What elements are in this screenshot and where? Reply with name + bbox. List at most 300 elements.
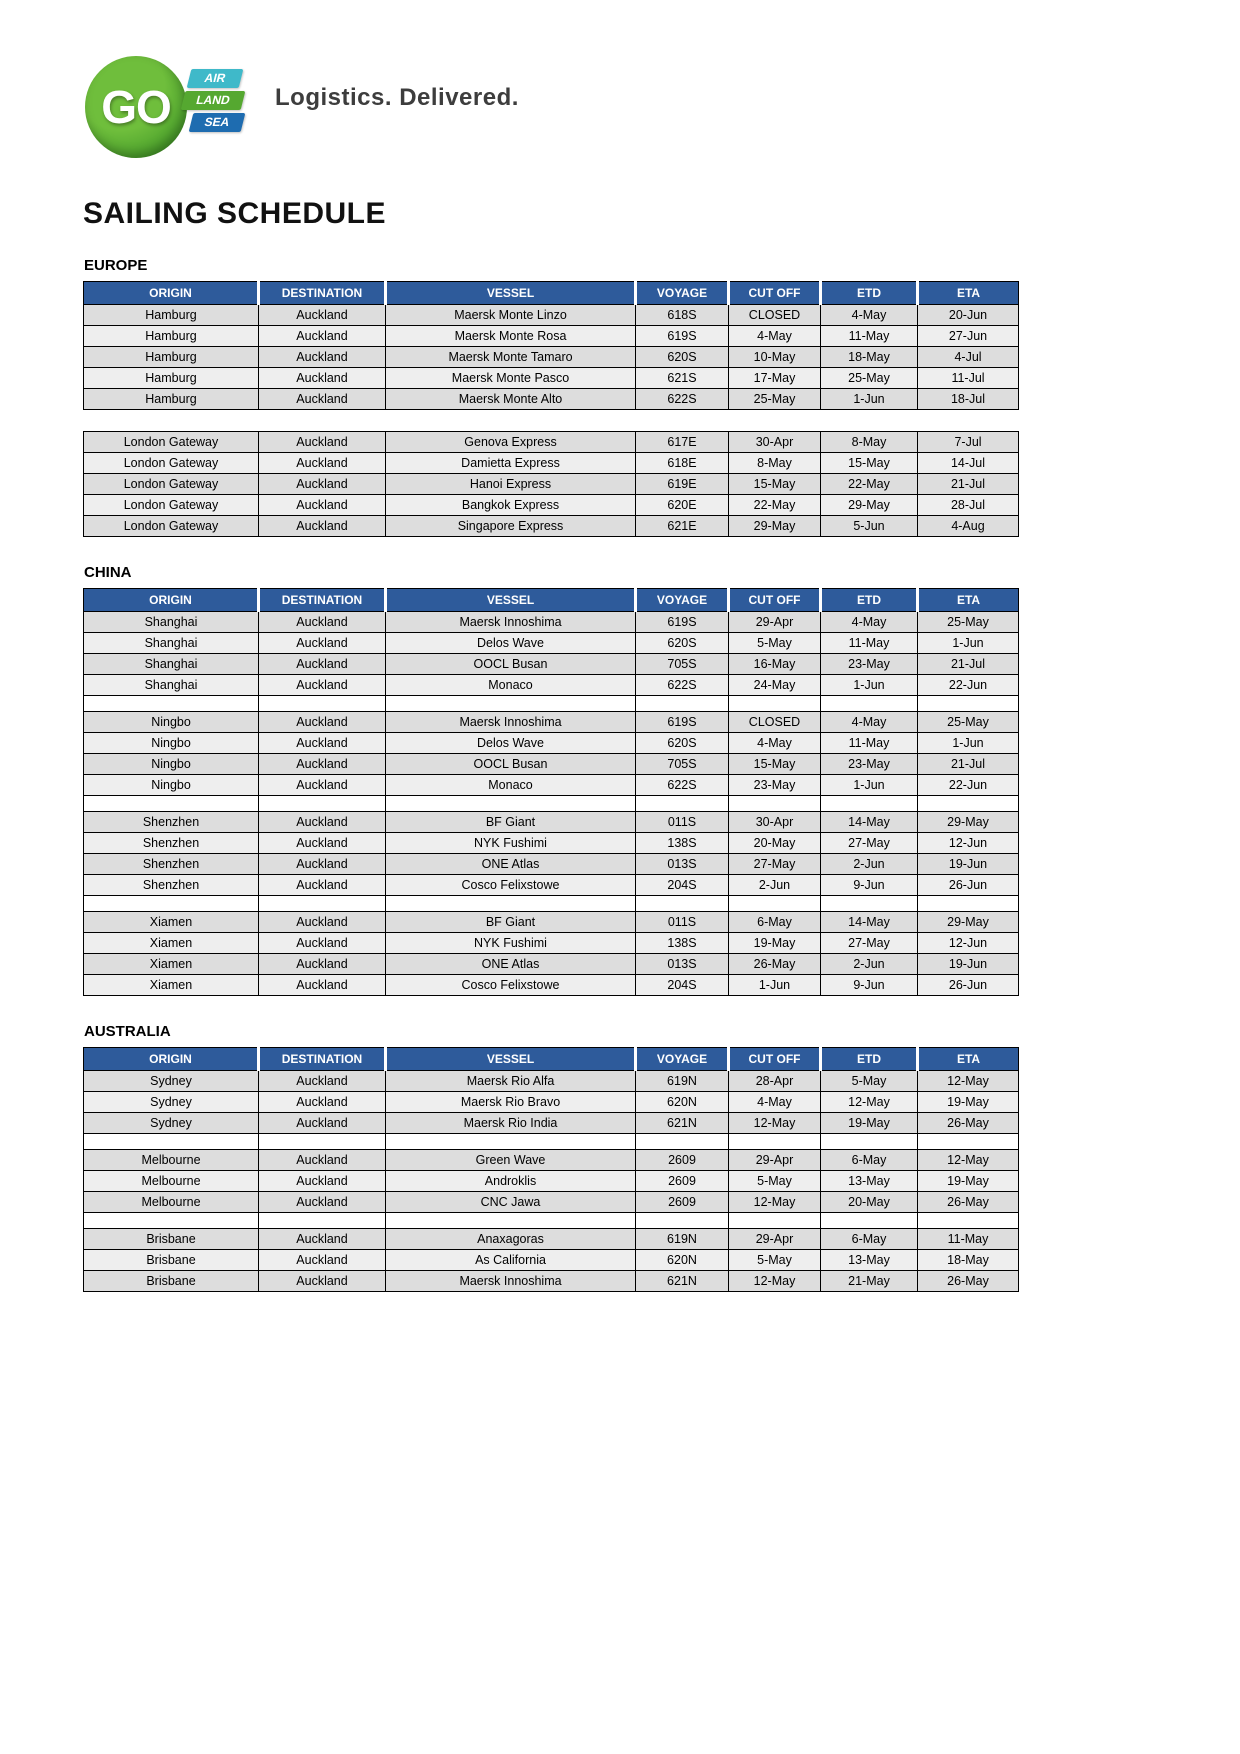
table-cell: 26-Jun xyxy=(918,975,1019,996)
empty-cell xyxy=(84,696,259,712)
table-cell: 618S xyxy=(636,305,729,326)
table-cell: Auckland xyxy=(259,875,386,896)
empty-cell xyxy=(386,696,636,712)
table-cell: 2609 xyxy=(636,1171,729,1192)
table-cell: Hamburg xyxy=(84,389,259,410)
table-cell: 620E xyxy=(636,495,729,516)
table-cell: London Gateway xyxy=(84,453,259,474)
table-cell: 11-May xyxy=(821,733,918,754)
table-cell: 620N xyxy=(636,1092,729,1113)
table-cell: Maersk Innoshima xyxy=(386,1271,636,1292)
table-cell: 19-May xyxy=(821,1113,918,1134)
table-cell: 21-May xyxy=(821,1271,918,1292)
section-title: CHINA xyxy=(84,564,132,581)
table-cell: 6-May xyxy=(821,1229,918,1250)
table-cell: 27-May xyxy=(729,854,821,875)
table-cell: NYK Fushimi xyxy=(386,933,636,954)
table-cell: 28-Jul xyxy=(918,495,1019,516)
table-cell: 29-Apr xyxy=(729,1229,821,1250)
table-cell: Auckland xyxy=(259,432,386,453)
table-cell: 30-Apr xyxy=(729,812,821,833)
table-cell: 4-May xyxy=(821,305,918,326)
empty-cell xyxy=(821,796,918,812)
table-cell: 29-May xyxy=(918,912,1019,933)
table-row xyxy=(84,654,1019,675)
table-cell: 4-May xyxy=(821,612,918,633)
table-cell: Ningbo xyxy=(84,754,259,775)
table-cell: Auckland xyxy=(259,612,386,633)
table-cell: London Gateway xyxy=(84,495,259,516)
column-header: CUT OFF xyxy=(729,589,821,612)
table-cell: Auckland xyxy=(259,654,386,675)
table-cell: Genova Express xyxy=(386,432,636,453)
table-cell: 8-May xyxy=(821,432,918,453)
table-cell: 11-Jul xyxy=(918,368,1019,389)
empty-cell xyxy=(386,796,636,812)
table-cell: 1-Jun xyxy=(918,733,1019,754)
empty-cell xyxy=(259,696,386,712)
empty-cell xyxy=(636,796,729,812)
go-logo-circle xyxy=(85,56,187,158)
table-cell: Auckland xyxy=(259,733,386,754)
column-header: ORIGIN xyxy=(84,589,259,612)
table-cell: 4-May xyxy=(729,326,821,347)
empty-cell xyxy=(259,1213,386,1229)
column-header: VOYAGE xyxy=(636,1048,729,1071)
table-cell: 15-May xyxy=(821,453,918,474)
empty-cell xyxy=(84,1213,259,1229)
table-cell: Monaco xyxy=(386,775,636,796)
go-logo-text: GO xyxy=(101,81,171,133)
table-cell: 21-Jul xyxy=(918,754,1019,775)
table-cell: 6-May xyxy=(729,912,821,933)
column-header: VESSEL xyxy=(386,1048,636,1071)
table-cell: Auckland xyxy=(259,1071,386,1092)
air-tab-label: AIR xyxy=(187,69,244,88)
empty-cell xyxy=(259,796,386,812)
table-cell: Delos Wave xyxy=(386,633,636,654)
column-header: VOYAGE xyxy=(636,282,729,305)
column-header: VESSEL xyxy=(386,282,636,305)
table-cell: 11-May xyxy=(918,1229,1019,1250)
header-row xyxy=(84,1048,1019,1071)
column-header: ETD xyxy=(821,589,918,612)
table-cell: Auckland xyxy=(259,833,386,854)
table-row xyxy=(84,1113,1019,1134)
empty-cell xyxy=(84,896,259,912)
table-cell: 1-Jun xyxy=(821,389,918,410)
table-cell: Maersk Rio Bravo xyxy=(386,1092,636,1113)
table-row xyxy=(84,812,1019,833)
empty-cell xyxy=(636,896,729,912)
table-cell: Auckland xyxy=(259,954,386,975)
table-cell: Xiamen xyxy=(84,975,259,996)
table-cell: BF Giant xyxy=(386,912,636,933)
table-cell: 705S xyxy=(636,654,729,675)
table-cell: 2609 xyxy=(636,1192,729,1213)
empty-cell xyxy=(386,1213,636,1229)
table-cell: Shenzhen xyxy=(84,854,259,875)
schedule-table xyxy=(83,431,1019,537)
spacer-row xyxy=(84,796,1019,812)
table-cell: 27-May xyxy=(821,933,918,954)
column-header: ORIGIN xyxy=(84,282,259,305)
column-header: DESTINATION xyxy=(259,282,386,305)
table-cell: Hamburg xyxy=(84,305,259,326)
table-cell: 622S xyxy=(636,775,729,796)
table-cell: Auckland xyxy=(259,389,386,410)
column-header: ORIGIN xyxy=(84,1048,259,1071)
content xyxy=(83,197,1018,1319)
table-row xyxy=(84,933,1019,954)
table-cell: 24-May xyxy=(729,675,821,696)
table-cell: Auckland xyxy=(259,1171,386,1192)
table-cell: Cosco Felixstowe xyxy=(386,975,636,996)
table-row xyxy=(84,975,1019,996)
table-cell: Brisbane xyxy=(84,1229,259,1250)
table-row xyxy=(84,833,1019,854)
table-cell: 11-May xyxy=(821,633,918,654)
table-cell: Auckland xyxy=(259,975,386,996)
table-cell: Maersk Monte Tamaro xyxy=(386,347,636,368)
table-cell: ONE Atlas xyxy=(386,954,636,975)
empty-cell xyxy=(84,796,259,812)
table-cell: 20-May xyxy=(821,1192,918,1213)
table-cell: 27-Jun xyxy=(918,326,1019,347)
spacer-row xyxy=(84,696,1019,712)
table-cell: Auckland xyxy=(259,1092,386,1113)
schedule-section xyxy=(83,1023,1018,1292)
table-cell: 23-May xyxy=(821,654,918,675)
header-row xyxy=(84,589,1019,612)
table-cell: Auckland xyxy=(259,453,386,474)
table-cell: 23-May xyxy=(821,754,918,775)
table-cell: 26-May xyxy=(918,1113,1019,1134)
table-cell: 13-May xyxy=(821,1171,918,1192)
table-cell: 17-May xyxy=(729,368,821,389)
table-cell: Shanghai xyxy=(84,675,259,696)
column-header: ETA xyxy=(918,282,1019,305)
table-cell: 204S xyxy=(636,875,729,896)
empty-cell xyxy=(729,896,821,912)
table-cell: Shenzhen xyxy=(84,833,259,854)
table-cell: 138S xyxy=(636,833,729,854)
table-cell: Auckland xyxy=(259,775,386,796)
logo xyxy=(85,52,605,167)
table-cell: 622S xyxy=(636,389,729,410)
table-cell: 2609 xyxy=(636,1150,729,1171)
table-row xyxy=(84,1171,1019,1192)
table-cell: Delos Wave xyxy=(386,733,636,754)
table-row xyxy=(84,516,1019,537)
table-cell: 620S xyxy=(636,733,729,754)
empty-cell xyxy=(729,1213,821,1229)
table-cell: Auckland xyxy=(259,474,386,495)
table-cell: 011S xyxy=(636,912,729,933)
schedule-table xyxy=(83,281,1019,410)
table-cell: Maersk Monte Linzo xyxy=(386,305,636,326)
table-cell: Auckland xyxy=(259,754,386,775)
table-cell: 4-May xyxy=(729,733,821,754)
table-cell: Melbourne xyxy=(84,1150,259,1171)
table-cell: 12-May xyxy=(729,1113,821,1134)
table-cell: 26-May xyxy=(729,954,821,975)
empty-cell xyxy=(821,1134,918,1150)
empty-cell xyxy=(84,1134,259,1150)
table-cell: Maersk Monte Pasco xyxy=(386,368,636,389)
table-cell: Hamburg xyxy=(84,368,259,389)
table-cell: 617E xyxy=(636,432,729,453)
table-cell: Auckland xyxy=(259,347,386,368)
table-row xyxy=(84,326,1019,347)
table-cell: Ningbo xyxy=(84,775,259,796)
empty-cell xyxy=(918,796,1019,812)
table-cell: 15-May xyxy=(729,754,821,775)
table-row xyxy=(84,389,1019,410)
table-cell: 29-May xyxy=(729,516,821,537)
table-row xyxy=(84,775,1019,796)
table-cell: Melbourne xyxy=(84,1192,259,1213)
table-cell: 620S xyxy=(636,347,729,368)
table-cell: 20-May xyxy=(729,833,821,854)
table-cell: 4-May xyxy=(729,1092,821,1113)
table-cell: 5-May xyxy=(729,1171,821,1192)
table-row xyxy=(84,675,1019,696)
table-cell: Maersk Innoshima xyxy=(386,612,636,633)
empty-cell xyxy=(259,896,386,912)
table-cell: 013S xyxy=(636,954,729,975)
table-cell: Auckland xyxy=(259,326,386,347)
schedule-table xyxy=(83,1047,1019,1292)
table-cell: 28-Apr xyxy=(729,1071,821,1092)
header-row xyxy=(84,282,1019,305)
table-row xyxy=(84,474,1019,495)
table-cell: Shenzhen xyxy=(84,875,259,896)
empty-cell xyxy=(918,696,1019,712)
table-cell: Maersk Monte Alto xyxy=(386,389,636,410)
table-cell: 22-Jun xyxy=(918,675,1019,696)
table-cell: 620S xyxy=(636,633,729,654)
table-cell: 620N xyxy=(636,1250,729,1271)
table-cell: 25-May xyxy=(918,612,1019,633)
table-cell: 29-May xyxy=(918,812,1019,833)
empty-cell xyxy=(636,1213,729,1229)
table-cell: Auckland xyxy=(259,1229,386,1250)
table-cell: London Gateway xyxy=(84,432,259,453)
empty-cell xyxy=(821,896,918,912)
empty-cell xyxy=(386,896,636,912)
section-title: EUROPE xyxy=(84,257,148,274)
table-cell: Brisbane xyxy=(84,1271,259,1292)
column-header: VOYAGE xyxy=(636,589,729,612)
table-cell: 1-Jun xyxy=(918,633,1019,654)
table-cell: 8-May xyxy=(729,453,821,474)
table-cell: 204S xyxy=(636,975,729,996)
table-cell: CLOSED xyxy=(729,305,821,326)
table-row xyxy=(84,912,1019,933)
table-cell: 29-Apr xyxy=(729,612,821,633)
table-row xyxy=(84,347,1019,368)
table-cell: 619S xyxy=(636,326,729,347)
table-row xyxy=(84,1250,1019,1271)
table-cell: Auckland xyxy=(259,368,386,389)
table-cell: 23-May xyxy=(729,775,821,796)
table-cell: 9-Jun xyxy=(821,975,918,996)
empty-cell xyxy=(729,1134,821,1150)
table-cell: 18-Jul xyxy=(918,389,1019,410)
empty-cell xyxy=(636,696,729,712)
table-cell: Auckland xyxy=(259,633,386,654)
table-cell: 5-May xyxy=(729,633,821,654)
table-cell: 15-May xyxy=(729,474,821,495)
table-cell: 12-May xyxy=(918,1150,1019,1171)
column-header: CUT OFF xyxy=(729,282,821,305)
column-header: DESTINATION xyxy=(259,589,386,612)
table-cell: NYK Fushimi xyxy=(386,833,636,854)
table-cell: Shanghai xyxy=(84,612,259,633)
table-row xyxy=(84,1271,1019,1292)
table-cell: Auckland xyxy=(259,675,386,696)
schedule-section xyxy=(83,564,1018,996)
table-cell: Sydney xyxy=(84,1092,259,1113)
table-cell: Hamburg xyxy=(84,326,259,347)
spacer-row xyxy=(84,896,1019,912)
table-cell: 25-May xyxy=(821,368,918,389)
spacer-row xyxy=(84,1213,1019,1229)
page-title: SAILING SCHEDULE xyxy=(83,197,387,230)
table-cell: 011S xyxy=(636,812,729,833)
table-cell: ONE Atlas xyxy=(386,854,636,875)
table-cell: 22-May xyxy=(821,474,918,495)
table-cell: 2-Jun xyxy=(821,854,918,875)
table-cell: London Gateway xyxy=(84,516,259,537)
table-cell: Xiamen xyxy=(84,912,259,933)
table-cell: Melbourne xyxy=(84,1171,259,1192)
table-cell: 619N xyxy=(636,1229,729,1250)
table-cell: BF Giant xyxy=(386,812,636,833)
table-cell: 14-May xyxy=(821,912,918,933)
column-header: CUT OFF xyxy=(729,1048,821,1071)
table-cell: Monaco xyxy=(386,675,636,696)
table-row xyxy=(84,612,1019,633)
table-row xyxy=(84,368,1019,389)
table-cell: Auckland xyxy=(259,912,386,933)
table-cell: Auckland xyxy=(259,1250,386,1271)
table-cell: 619E xyxy=(636,474,729,495)
table-cell: 29-Apr xyxy=(729,1150,821,1171)
table-row xyxy=(84,712,1019,733)
table-row xyxy=(84,1150,1019,1171)
table-cell: Auckland xyxy=(259,712,386,733)
table-row xyxy=(84,305,1019,326)
table-cell: Bangkok Express xyxy=(386,495,636,516)
table-cell: Auckland xyxy=(259,1150,386,1171)
table-cell: 621N xyxy=(636,1271,729,1292)
table-cell: 4-Aug xyxy=(918,516,1019,537)
table-cell: 619N xyxy=(636,1071,729,1092)
column-header: ETD xyxy=(821,1048,918,1071)
table-cell: Xiamen xyxy=(84,954,259,975)
column-header: ETD xyxy=(821,282,918,305)
table-cell: OOCL Busan xyxy=(386,654,636,675)
table-cell: 5-May xyxy=(729,1250,821,1271)
column-header: ETA xyxy=(918,1048,1019,1071)
table-cell: Shenzhen xyxy=(84,812,259,833)
empty-cell xyxy=(918,1134,1019,1150)
table-cell: Shanghai xyxy=(84,633,259,654)
table-cell: 1-Jun xyxy=(821,675,918,696)
table-cell: Shanghai xyxy=(84,654,259,675)
table-cell: Androklis xyxy=(386,1171,636,1192)
table-cell: 18-May xyxy=(821,347,918,368)
table-cell: 12-May xyxy=(918,1071,1019,1092)
table-cell: Damietta Express xyxy=(386,453,636,474)
table-cell: 14-Jul xyxy=(918,453,1019,474)
table-cell: 12-May xyxy=(821,1092,918,1113)
column-header: DESTINATION xyxy=(259,1048,386,1071)
empty-cell xyxy=(918,896,1019,912)
table-cell: OOCL Busan xyxy=(386,754,636,775)
table-cell: 22-Jun xyxy=(918,775,1019,796)
table-cell: 4-May xyxy=(821,712,918,733)
empty-cell xyxy=(259,1134,386,1150)
spacer-row xyxy=(84,1134,1019,1150)
table-cell: 619S xyxy=(636,712,729,733)
table-cell: 19-May xyxy=(729,933,821,954)
table-row xyxy=(84,875,1019,896)
table-cell: Auckland xyxy=(259,1271,386,1292)
table-cell: Auckland xyxy=(259,1113,386,1134)
table-cell: 7-Jul xyxy=(918,432,1019,453)
table-row xyxy=(84,633,1019,654)
table-row xyxy=(84,495,1019,516)
table-cell: 10-May xyxy=(729,347,821,368)
table-row xyxy=(84,854,1019,875)
table-cell: 138S xyxy=(636,933,729,954)
table-cell: 20-Jun xyxy=(918,305,1019,326)
table-cell: Ningbo xyxy=(84,733,259,754)
table-cell: Auckland xyxy=(259,854,386,875)
table-cell: 19-Jun xyxy=(918,854,1019,875)
table-cell: 5-May xyxy=(821,1071,918,1092)
table-row xyxy=(84,1192,1019,1213)
table-cell: Auckland xyxy=(259,1192,386,1213)
table-cell: 29-May xyxy=(821,495,918,516)
table-cell: 22-May xyxy=(729,495,821,516)
table-cell: Cosco Felixstowe xyxy=(386,875,636,896)
table-cell: 6-May xyxy=(821,1150,918,1171)
table-cell: Sydney xyxy=(84,1071,259,1092)
table-cell: 12-May xyxy=(729,1192,821,1213)
table-row xyxy=(84,754,1019,775)
table-cell: 619S xyxy=(636,612,729,633)
table-cell: 2-Jun xyxy=(729,875,821,896)
sea-tab-label: SEA xyxy=(189,113,246,132)
table-row xyxy=(84,432,1019,453)
table-row xyxy=(84,1092,1019,1113)
table-row xyxy=(84,1229,1019,1250)
logo-tagline: Logistics. Delivered. xyxy=(275,84,519,111)
column-header: ETA xyxy=(918,589,1019,612)
table-cell: 30-Apr xyxy=(729,432,821,453)
land-tab-label: LAND xyxy=(181,91,246,110)
column-header: VESSEL xyxy=(386,589,636,612)
table-cell: 4-Jul xyxy=(918,347,1019,368)
table-cell: 9-Jun xyxy=(821,875,918,896)
table-cell: Maersk Innoshima xyxy=(386,712,636,733)
table-cell: 12-Jun xyxy=(918,933,1019,954)
table-cell: 5-Jun xyxy=(821,516,918,537)
